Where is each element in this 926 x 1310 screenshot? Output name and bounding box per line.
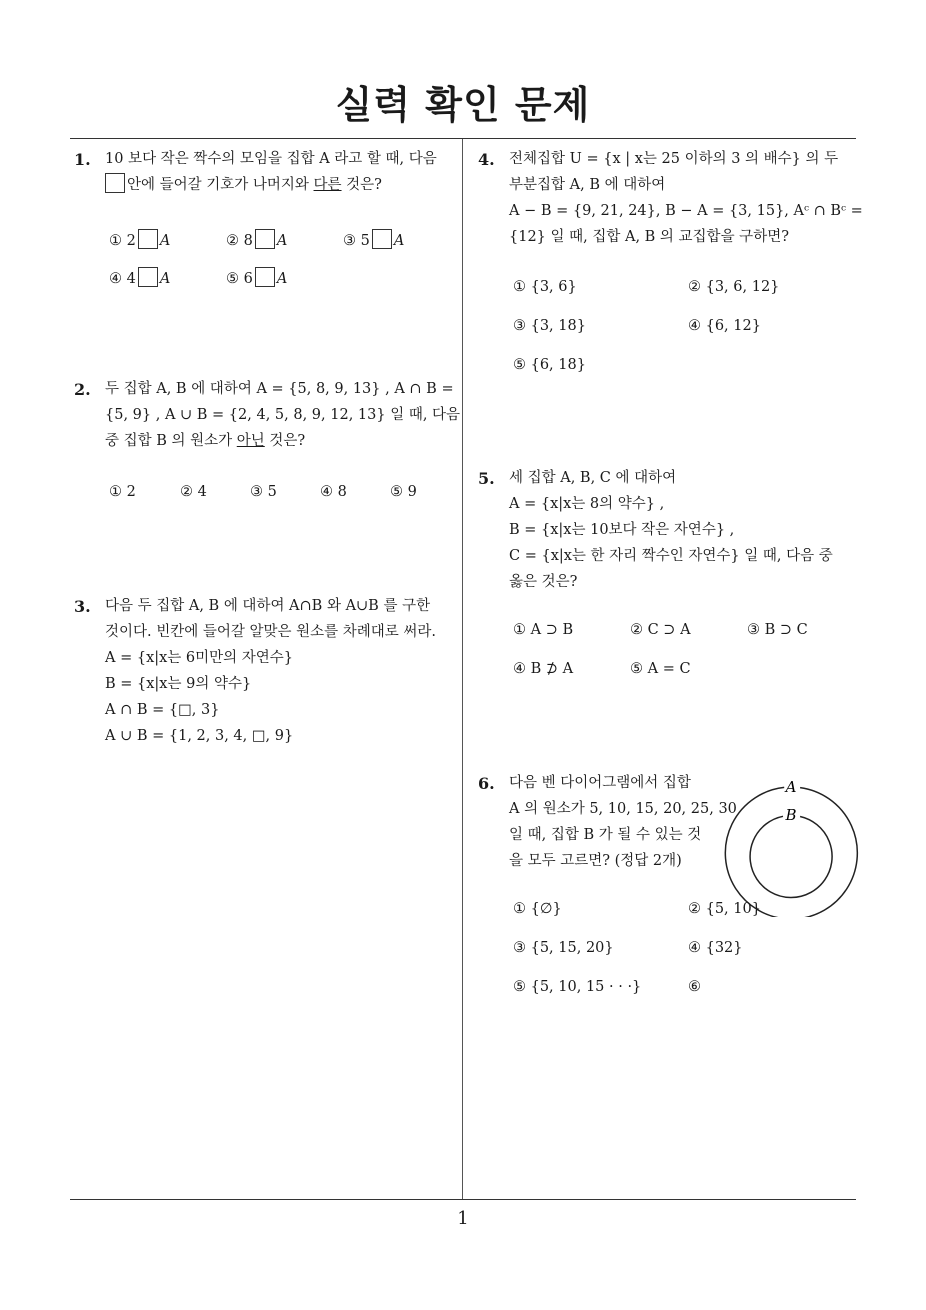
venn-label-b: B <box>785 806 797 824</box>
question-number: 6. <box>478 774 495 793</box>
question-line: 10 보다 작은 짝수의 모임을 집합 A 라고 할 때, 다음 <box>105 151 437 167</box>
answer-option[interactable]: ③ {3, 18} <box>513 318 586 334</box>
page-title: 실력 확인 문제 <box>335 83 591 127</box>
answer-option[interactable]: ① 2 <box>109 484 136 500</box>
bottom-rule <box>70 1199 856 1200</box>
question-text <box>105 593 436 749</box>
question-line: 중 집합 B 의 원소가 아닌 것은? <box>105 433 306 449</box>
question-line: 다음 벤 다이어그램에서 집합 <box>509 775 691 791</box>
venn-diagram <box>720 775 862 917</box>
answer-option[interactable]: ④ {6, 12} <box>688 318 761 334</box>
question-line: {12} 일 때, 집합 A, B 의 교집합을 구하면? <box>509 229 789 245</box>
question-line: 것이다. 빈칸에 들어갈 알맞은 원소를 차례대로 써라. <box>105 624 437 640</box>
answer-option[interactable]: ③ B ⊃ C <box>747 622 808 638</box>
set-definition: A ∩ B = {□, 3} <box>105 702 220 718</box>
answer-option[interactable]: ⑤ {6, 18} <box>513 357 586 373</box>
answer-option[interactable]: ⑤ A = C <box>630 661 691 677</box>
answer-option[interactable]: ⑥ <box>688 979 701 995</box>
answer-option[interactable]: ③ {5, 15, 20} <box>513 940 614 956</box>
blank-box <box>138 229 158 249</box>
question-line: 부분집합 A, B 에 대하여 <box>509 177 666 193</box>
question-line: 안에 들어갈 기호가 나머지와 다른 것은? <box>105 172 437 198</box>
underlined-word: 다른 <box>313 177 342 193</box>
blank-box <box>372 229 392 249</box>
venn-label-a: A <box>785 778 797 796</box>
question-number: 3. <box>74 597 91 616</box>
question-number: 2. <box>74 380 91 399</box>
answer-option[interactable]: ① 2 A <box>109 229 170 249</box>
question-text <box>105 146 437 198</box>
answer-option[interactable]: ② {5, 10} <box>688 901 761 917</box>
answer-option[interactable]: ② 4 <box>180 484 207 500</box>
question-text <box>509 770 737 874</box>
answer-option[interactable]: ① {∅} <box>513 901 562 917</box>
venn-inner-circle <box>750 816 832 897</box>
question-line: 일 때, 집합 B 가 될 수 있는 것 <box>509 827 702 843</box>
answer-option[interactable]: ④ {32} <box>688 940 743 956</box>
question-text <box>509 465 833 595</box>
question-line: 두 집합 A, B 에 대하여 A = {5, 8, 9, 13} , A ∩ B = <box>105 381 454 397</box>
answer-option[interactable]: ④ 4 A <box>109 267 170 287</box>
blank-box <box>255 229 275 249</box>
answer-option[interactable]: ⑤ 6 A <box>226 267 287 287</box>
blank-box <box>105 173 125 193</box>
question-line: 전체집합 U = {x | x는 25 이하의 3 의 배수} 의 두 <box>509 151 839 167</box>
question-line: A 의 원소가 5, 10, 15, 20, 25, 30 <box>509 801 737 817</box>
question-line: 다음 두 집합 A, B 에 대하여 A∩B 와 A∪B 를 구한 <box>105 598 431 614</box>
set-definition: B = {x|x는 9의 약수} <box>105 676 252 692</box>
question-line: 세 집합 A, B, C 에 대하여 <box>509 470 677 486</box>
question-text <box>105 376 460 454</box>
question-line: {5, 9} , A ∪ B = {2, 4, 5, 8, 9, 12, 13} 일 때, 다음 <box>105 407 461 423</box>
set-definition: B = {x|x는 10보다 작은 자연수} , <box>509 522 735 538</box>
question-line: 옳은 것은? <box>509 574 578 590</box>
blank-box <box>255 267 275 287</box>
underlined-word: 아닌 <box>236 433 265 449</box>
answer-option[interactable]: ② {3, 6, 12} <box>688 279 780 295</box>
question-text <box>509 146 863 250</box>
answer-option[interactable]: ③ 5 <box>250 484 277 500</box>
question-number: 5. <box>478 469 495 488</box>
set-definition: A = {x|x는 8의 약수} , <box>509 496 665 512</box>
question-line: 을 모두 고르면? (정답 2개) <box>509 853 682 869</box>
answer-option[interactable]: ④ 8 <box>320 484 347 500</box>
top-rule <box>70 138 856 139</box>
answer-option[interactable]: ⑤ {5, 10, 15 · · ·} <box>513 979 642 995</box>
page-number: 1 <box>457 1208 469 1229</box>
question-number: 1. <box>74 150 91 169</box>
set-definition: A = {x|x는 6미만의 자연수} <box>105 650 294 666</box>
set-definition: A ∪ B = {1, 2, 3, 4, □, 9} <box>105 728 294 744</box>
question-number: 4. <box>478 150 495 169</box>
question-line: A − B = {9, 21, 24}, B − A = {3, 15}, Aᶜ ∩ Bᶜ = <box>509 203 863 219</box>
answer-option[interactable]: ② C ⊃ A <box>630 622 691 638</box>
answer-option[interactable]: ④ B ⊅ A <box>513 661 574 677</box>
answer-option[interactable]: ③ 5 A <box>343 229 404 249</box>
answer-option[interactable]: ① {3, 6} <box>513 279 577 295</box>
answer-option[interactable]: ① A ⊃ B <box>513 622 574 638</box>
answer-option[interactable]: ⑤ 9 <box>390 484 417 500</box>
answer-option[interactable]: ② 8 A <box>226 229 287 249</box>
column-divider <box>462 139 463 1200</box>
blank-box <box>138 267 158 287</box>
set-definition: C = {x|x는 한 자리 짝수인 자연수} 일 때, 다음 중 <box>509 548 833 564</box>
